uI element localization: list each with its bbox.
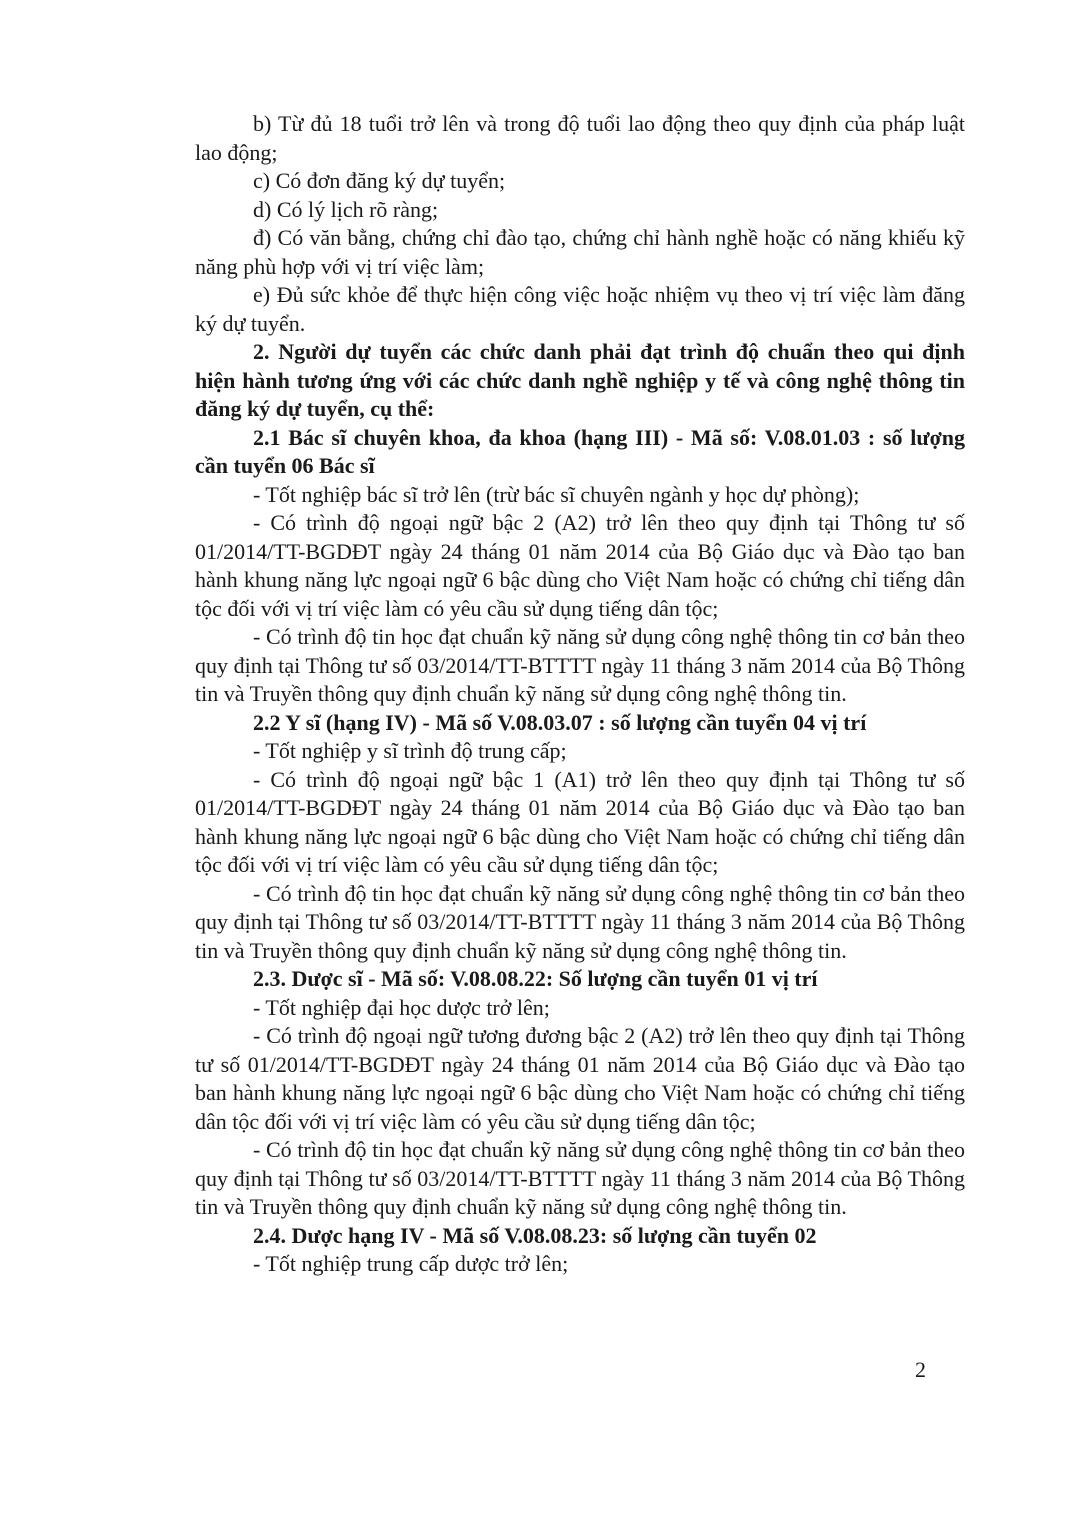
paragraph-b-age: b) Từ đủ 18 tuổi trở lên và trong độ tuổi lao động theo quy định của pháp luật lao động; xyxy=(195,111,965,165)
list-item: - Tốt nghiệp đại học dược trở lên; xyxy=(253,994,550,1020)
paragraph-e-health: e) Đủ sức khỏe để thực hiện công việc hoặc nhiệm vụ theo vị trí việc làm đăng ký dự tuyển. xyxy=(195,282,965,336)
section-2-2-heading: 2.2 Y sĩ (hạng IV) - Mã số V.08.03.07 : số lượng cần tuyển 04 vị trí xyxy=(253,709,867,735)
list-item: - Có trình độ tin học đạt chuẩn kỹ năng sử dụng công nghệ thông tin cơ bản theo quy định tại Thông tư số 03/2014/TT-BTTTT ngày 11 tháng 3 năm 2014 của Bộ Thông tin và Truyền thông quy định chuẩn kỹ năng sử dụng công nghệ thông tin. xyxy=(195,880,965,963)
list-item: - Có trình độ ngoại ngữ tương đương bậc 2 (A2) trở lên theo quy định tại Thông tư số 01/2014/TT-BGDĐT ngày 24 tháng 01 năm 2014 của Bộ Giáo dục và Đào tạo ban hành khung năng lực ngoại ngữ 6 bậc dùng cho Việt Nam hoặc có chứng chỉ tiếng dân tộc đối với vị trí việc làm có yêu cầu sử dụng tiếng dân tộc; xyxy=(195,1023,965,1134)
list-item: - Tốt nghiệp bác sĩ trở lên (trừ bác sĩ chuyên ngành y học dự phòng); xyxy=(253,481,860,507)
paragraph-dd-degrees: đ) Có văn bằng, chứng chỉ đào tạo, chứng chỉ hành nghề hoặc có năng khiếu kỹ năng phù hợp với vị trí việc làm; xyxy=(195,225,965,279)
section-2-heading: 2. Người dự tuyển các chức danh phải đạt trình độ chuẩn theo qui định hiện hành tương ứng với các chức danh nghề nghiệp y tế và công nghệ thông tin đăng ký dự tuyển, cụ thể: xyxy=(195,339,965,421)
section-2-3-heading: 2.3. Dược sĩ - Mã số: V.08.08.22: Số lượng cần tuyển 01 vị trí xyxy=(253,966,818,991)
list-item: - Có trình độ ngoại ngữ bậc 2 (A2) trở lên theo quy định tại Thông tư số 01/2014/TT-BGDĐT ngày 24 tháng 01 năm 2014 của Bộ Giáo dục và Đào tạo ban hành khung năng lực ngoại ngữ 6 bậc dùng cho Việt Nam hoặc có chứng chỉ tiếng dân tộc đối với vị trí việc làm có yêu cầu sử dụng tiếng dân tộc; xyxy=(195,510,965,621)
section-2-1-heading: 2.1 Bác sĩ chuyên khoa, đa khoa (hạng III) - Mã số: V.08.01.03 : số lượng cần tuyển 06 Bác sĩ xyxy=(195,424,965,478)
list-item: - Có trình độ ngoại ngữ bậc 1 (A1) trở lên theo quy định tại Thông tư số 01/2014/TT-BGDĐT ngày 24 tháng 01 năm 2014 của Bộ Giáo dục và Đào tạo ban hành khung năng lực ngoại ngữ 6 bậc dùng cho Việt Nam hoặc có chứng chỉ tiếng dân tộc đối với vị trí việc làm có yêu cầu sử dụng tiếng dân tộc; xyxy=(195,766,965,877)
list-item: - Có trình độ tin học đạt chuẩn kỹ năng sử dụng công nghệ thông tin cơ bản theo quy định tại Thông tư số 03/2014/TT-BTTTT ngày 11 tháng 3 năm 2014 của Bộ Thông tin và Truyền thông quy định chuẩn kỹ năng sử dụng công nghệ thông tin. xyxy=(195,624,965,706)
list-item: - Tốt nghiệp y sĩ trình độ trung cấp; xyxy=(253,738,567,763)
paragraph-c-application: c) Có đơn đăng ký dự tuyển; xyxy=(253,168,506,193)
paragraph-d-background: d) Có lý lịch rõ ràng; xyxy=(253,196,439,222)
list-item: - Tốt nghiệp trung cấp dược trở lên; xyxy=(253,1251,569,1276)
section-2-4-heading: 2.4. Dược hạng IV - Mã số V.08.08.23: số lượng cần tuyển 02 xyxy=(253,1222,817,1248)
page-number: 2 xyxy=(915,1357,926,1382)
list-item: - Có trình độ tin học đạt chuẩn kỹ năng sử dụng công nghệ thông tin cơ bản theo quy định tại Thông tư số 03/2014/TT-BTTTT ngày 11 tháng 3 năm 2014 của Bộ Thông tin và Truyền thông quy định chuẩn kỹ năng sử dụng công nghệ thông tin. xyxy=(195,1137,965,1219)
document-body xyxy=(195,110,965,1279)
